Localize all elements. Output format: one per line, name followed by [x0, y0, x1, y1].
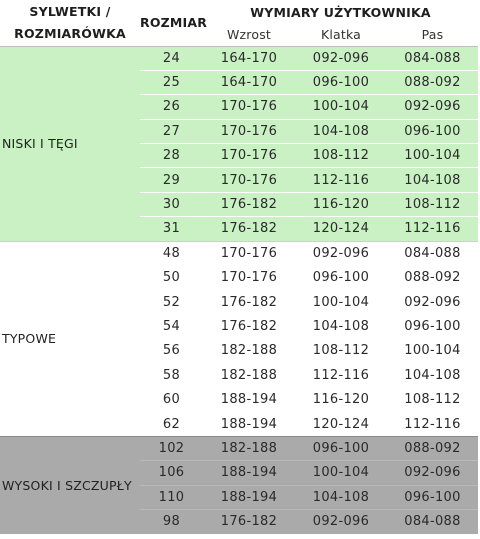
chest-cell: 100-104 [295, 290, 387, 314]
height-cell: 170-176 [203, 168, 295, 192]
table-row [0, 241, 478, 265]
size-cell: 56 [140, 339, 203, 363]
height-cell: 176-182 [203, 217, 295, 241]
waist-cell: 092-096 [387, 290, 478, 314]
height-cell: 176-182 [203, 509, 295, 533]
chest-cell: 120-124 [295, 217, 387, 241]
chest-cell: 100-104 [295, 461, 387, 485]
header-chest: Klatka [295, 24, 387, 46]
height-cell: 182-188 [203, 363, 295, 387]
chest-cell: 108-112 [295, 144, 387, 168]
silhouette-label: WYSOKI I SZCZUPŁY [0, 436, 140, 534]
waist-cell: 084-088 [387, 46, 478, 70]
group-section [0, 241, 478, 436]
waist-cell: 092-096 [387, 95, 478, 119]
waist-cell: 096-100 [387, 314, 478, 338]
header-silhouette-line2: ROZMIARÓWKA [14, 25, 126, 41]
header-waist: Pas [387, 24, 478, 46]
silhouette-label: TYPOWE [0, 241, 140, 436]
waist-cell: 084-088 [387, 241, 478, 265]
height-cell: 170-176 [203, 95, 295, 119]
chest-cell: 104-108 [295, 119, 387, 143]
size-cell: 31 [140, 217, 203, 241]
height-cell: 188-194 [203, 485, 295, 509]
size-cell: 24 [140, 46, 203, 70]
size-cell: 29 [140, 168, 203, 192]
chest-cell: 096-100 [295, 266, 387, 290]
waist-cell: 112-116 [387, 217, 478, 241]
size-cell: 27 [140, 119, 203, 143]
height-cell: 164-170 [203, 70, 295, 94]
height-cell: 164-170 [203, 46, 295, 70]
waist-cell: 096-100 [387, 485, 478, 509]
height-cell: 170-176 [203, 266, 295, 290]
waist-cell: 104-108 [387, 363, 478, 387]
size-cell: 102 [140, 436, 203, 460]
size-cell: 106 [140, 461, 203, 485]
size-cell: 28 [140, 144, 203, 168]
waist-cell: 084-088 [387, 509, 478, 533]
height-cell: 182-188 [203, 436, 295, 460]
waist-cell: 104-108 [387, 168, 478, 192]
header-height: Wzrost [203, 24, 295, 46]
height-cell: 170-176 [203, 144, 295, 168]
size-cell: 98 [140, 509, 203, 533]
chest-cell: 100-104 [295, 95, 387, 119]
chest-cell: 112-116 [295, 168, 387, 192]
waist-cell: 088-092 [387, 70, 478, 94]
size-cell: 48 [140, 241, 203, 265]
height-cell: 188-194 [203, 412, 295, 436]
chest-cell: 116-120 [295, 387, 387, 411]
height-cell: 188-194 [203, 461, 295, 485]
chest-cell: 108-112 [295, 339, 387, 363]
group-section [0, 46, 478, 241]
table-row [0, 436, 478, 460]
chest-cell: 092-096 [295, 241, 387, 265]
table-row [0, 46, 478, 70]
waist-cell: 088-092 [387, 436, 478, 460]
size-cell: 62 [140, 412, 203, 436]
size-cell: 54 [140, 314, 203, 338]
height-cell: 170-176 [203, 119, 295, 143]
height-cell: 188-194 [203, 387, 295, 411]
size-cell: 50 [140, 266, 203, 290]
height-cell: 176-182 [203, 192, 295, 216]
size-cell: 30 [140, 192, 203, 216]
size-cell: 60 [140, 387, 203, 411]
chest-cell: 104-108 [295, 314, 387, 338]
header-silhouette-line1: SYLWETKI / [29, 3, 111, 19]
header-user-measurements: WYMIARY UŻYTKOWNIKA [250, 4, 431, 20]
header-silhouette [0, 0, 140, 46]
chest-cell: 092-096 [295, 46, 387, 70]
size-cell: 58 [140, 363, 203, 387]
chest-cell: 112-116 [295, 363, 387, 387]
waist-cell: 096-100 [387, 119, 478, 143]
height-cell: 176-182 [203, 290, 295, 314]
waist-cell: 088-092 [387, 266, 478, 290]
table-header [0, 0, 478, 46]
waist-cell: 112-116 [387, 412, 478, 436]
waist-cell: 100-104 [387, 339, 478, 363]
chest-cell: 104-108 [295, 485, 387, 509]
size-cell: 52 [140, 290, 203, 314]
height-cell: 170-176 [203, 241, 295, 265]
header-size: ROZMIAR [140, 0, 203, 46]
chest-cell: 120-124 [295, 412, 387, 436]
waist-cell: 108-112 [387, 192, 478, 216]
chest-cell: 096-100 [295, 70, 387, 94]
size-cell: 25 [140, 70, 203, 94]
chest-cell: 096-100 [295, 436, 387, 460]
silhouette-label: NISKI I TĘGI [0, 46, 140, 241]
size-cell: 110 [140, 485, 203, 509]
chest-cell: 116-120 [295, 192, 387, 216]
waist-cell: 092-096 [387, 461, 478, 485]
chest-cell: 092-096 [295, 509, 387, 533]
waist-cell: 100-104 [387, 144, 478, 168]
waist-cell: 108-112 [387, 387, 478, 411]
height-cell: 176-182 [203, 314, 295, 338]
group-section [0, 436, 478, 534]
height-cell: 182-188 [203, 339, 295, 363]
size-cell: 26 [140, 95, 203, 119]
